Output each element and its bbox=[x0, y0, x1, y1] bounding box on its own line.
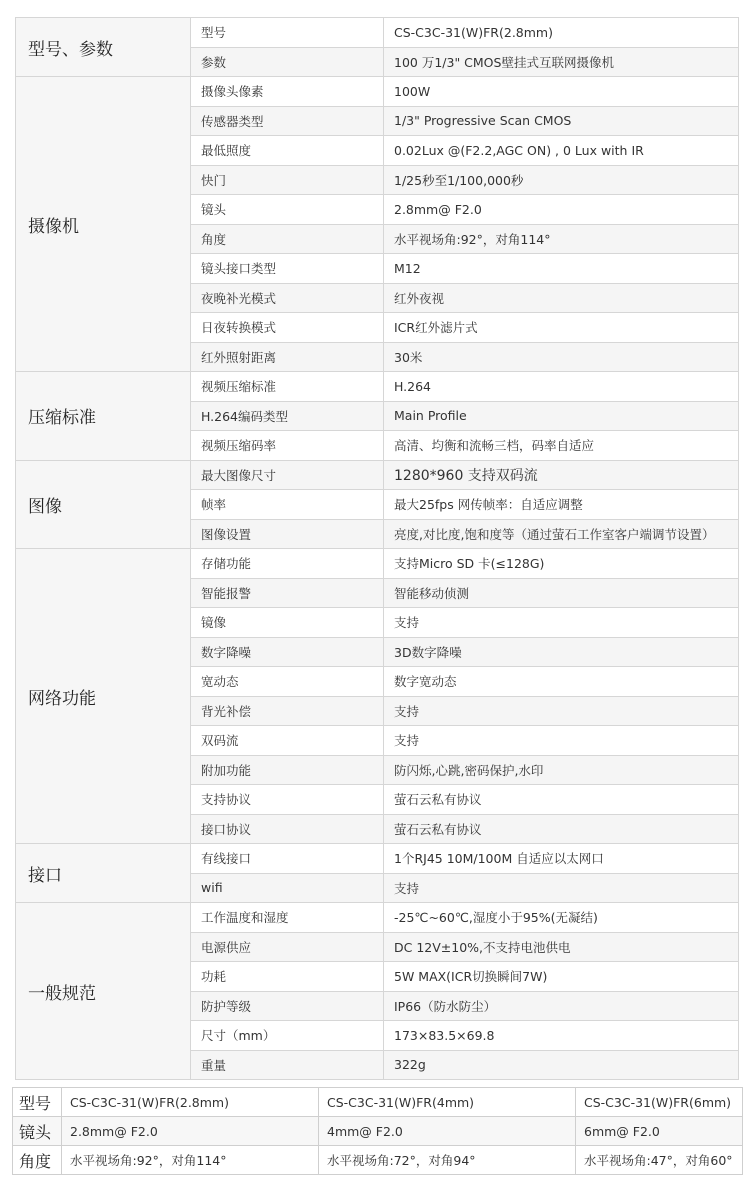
spec-value: 100 万1/3" CMOS壁挂式互联网摄像机 bbox=[384, 47, 739, 77]
spec-key: 夜晚补光模式 bbox=[191, 283, 384, 313]
spec-value: -25℃~60℃,湿度小于95%(无凝结) bbox=[384, 903, 739, 933]
spec-row bbox=[16, 549, 739, 579]
compare-value: CS-C3C-31(W)FR(6mm) bbox=[576, 1088, 743, 1117]
spec-key: 背光补偿 bbox=[191, 696, 384, 726]
compare-label: 角度 bbox=[13, 1146, 62, 1175]
spec-value: 1280*960 支持双码流 bbox=[384, 460, 739, 490]
spec-key: 日夜转换模式 bbox=[191, 313, 384, 343]
spec-key: 图像设置 bbox=[191, 519, 384, 549]
spec-value: 1/3" Progressive Scan CMOS bbox=[384, 106, 739, 136]
spec-value: 2.8mm@ F2.0 bbox=[384, 195, 739, 225]
spec-value: 100W bbox=[384, 77, 739, 107]
spec-category-label: 网络功能 bbox=[16, 549, 191, 844]
spec-value: 最大25fps 网传帧率：自适应调整 bbox=[384, 490, 739, 520]
compare-value: CS-C3C-31(W)FR(4mm) bbox=[319, 1088, 576, 1117]
compare-table bbox=[12, 1087, 743, 1175]
spec-key: 接口协议 bbox=[191, 814, 384, 844]
compare-label: 型号 bbox=[13, 1088, 62, 1117]
spec-row bbox=[16, 372, 739, 402]
spec-value: 智能移动侦测 bbox=[384, 578, 739, 608]
spec-key: 双码流 bbox=[191, 726, 384, 756]
spec-value: 亮度,对比度,饱和度等（通过萤石工作室客户端调节设置） bbox=[384, 519, 739, 549]
spec-value: 防闪烁,心跳,密码保护,水印 bbox=[384, 755, 739, 785]
spec-key: 宽动态 bbox=[191, 667, 384, 697]
spec-key: H.264编码类型 bbox=[191, 401, 384, 431]
spec-value: 3D数字降噪 bbox=[384, 637, 739, 667]
spec-category-label: 型号、参数 bbox=[16, 18, 191, 77]
compare-value: 水平视场角:47°，对角60° bbox=[576, 1146, 743, 1175]
spec-value: 数字宽动态 bbox=[384, 667, 739, 697]
spec-key: 参数 bbox=[191, 47, 384, 77]
compare-value: 6mm@ F2.0 bbox=[576, 1117, 743, 1146]
spec-value: ICR红外滤片式 bbox=[384, 313, 739, 343]
spec-value: 0.02Lux @(F2.2,AGC ON) , 0 Lux with IR bbox=[384, 136, 739, 166]
spec-key: 视频压缩码率 bbox=[191, 431, 384, 461]
compare-row bbox=[13, 1146, 743, 1175]
spec-key: 视频压缩标准 bbox=[191, 372, 384, 402]
spec-row bbox=[16, 18, 739, 48]
compare-row bbox=[13, 1088, 743, 1117]
spec-key: 摄像头像素 bbox=[191, 77, 384, 107]
spec-key: 尺寸（mm） bbox=[191, 1021, 384, 1051]
compare-value: 4mm@ F2.0 bbox=[319, 1117, 576, 1146]
spec-key: 镜头 bbox=[191, 195, 384, 225]
spec-category-label: 一般规范 bbox=[16, 903, 191, 1080]
spec-value: 萤石云私有协议 bbox=[384, 785, 739, 815]
spec-key: 型号 bbox=[191, 18, 384, 48]
spec-value: 红外夜视 bbox=[384, 283, 739, 313]
spec-category-label: 接口 bbox=[16, 844, 191, 903]
compare-body bbox=[13, 1088, 743, 1175]
spec-key: 快门 bbox=[191, 165, 384, 195]
compare-row bbox=[13, 1117, 743, 1146]
spec-key: 工作温度和湿度 bbox=[191, 903, 384, 933]
spec-value: IP66（防水防尘） bbox=[384, 991, 739, 1021]
spec-row bbox=[16, 903, 739, 933]
spec-key: 角度 bbox=[191, 224, 384, 254]
compare-value: 水平视场角:92°，对角114° bbox=[62, 1146, 319, 1175]
spec-value: 1个RJ45 10M/100M 自适应以太网口 bbox=[384, 844, 739, 874]
spec-key: 帧率 bbox=[191, 490, 384, 520]
spec-key: wifi bbox=[191, 873, 384, 903]
compare-label: 镜头 bbox=[13, 1117, 62, 1146]
spec-key: 最低照度 bbox=[191, 136, 384, 166]
spec-value: 5W MAX(ICR切换瞬间7W) bbox=[384, 962, 739, 992]
spec-value: 支持 bbox=[384, 873, 739, 903]
spec-key: 有线接口 bbox=[191, 844, 384, 874]
spec-key: 智能报警 bbox=[191, 578, 384, 608]
spec-category-label: 压缩标准 bbox=[16, 372, 191, 461]
spec-value: 水平视场角:92°，对角114° bbox=[384, 224, 739, 254]
spec-value: 1/25秒至1/100,000秒 bbox=[384, 165, 739, 195]
spec-value: 322g bbox=[384, 1050, 739, 1080]
spec-key: 数字降噪 bbox=[191, 637, 384, 667]
spec-key: 功耗 bbox=[191, 962, 384, 992]
spec-value: 30米 bbox=[384, 342, 739, 372]
spec-value: 高清、均衡和流畅三档，码率自适应 bbox=[384, 431, 739, 461]
spec-value: 萤石云私有协议 bbox=[384, 814, 739, 844]
spec-key: 电源供应 bbox=[191, 932, 384, 962]
spec-key: 重量 bbox=[191, 1050, 384, 1080]
spec-key: 镜头接口类型 bbox=[191, 254, 384, 284]
compare-value: 2.8mm@ F2.0 bbox=[62, 1117, 319, 1146]
spec-body bbox=[16, 18, 739, 1080]
spec-key: 防护等级 bbox=[191, 991, 384, 1021]
spec-value: 173×83.5×69.8 bbox=[384, 1021, 739, 1051]
spec-key: 存储功能 bbox=[191, 549, 384, 579]
spec-value: H.264 bbox=[384, 372, 739, 402]
spec-value: 支持 bbox=[384, 726, 739, 756]
spec-key: 传感器类型 bbox=[191, 106, 384, 136]
spec-row bbox=[16, 77, 739, 107]
spec-row bbox=[16, 844, 739, 874]
spec-value: 支持 bbox=[384, 696, 739, 726]
spec-category-label: 图像 bbox=[16, 460, 191, 549]
spec-category-label: 摄像机 bbox=[16, 77, 191, 372]
spec-key: 镜像 bbox=[191, 608, 384, 638]
spec-key: 支持协议 bbox=[191, 785, 384, 815]
spec-value: CS-C3C-31(W)FR(2.8mm) bbox=[384, 18, 739, 48]
spec-key: 红外照射距离 bbox=[191, 342, 384, 372]
spec-value: M12 bbox=[384, 254, 739, 284]
compare-value: 水平视场角:72°，对角94° bbox=[319, 1146, 576, 1175]
spec-table bbox=[15, 17, 739, 1080]
spec-value: Main Profile bbox=[384, 401, 739, 431]
spec-row bbox=[16, 460, 739, 490]
spec-key: 最大图像尺寸 bbox=[191, 460, 384, 490]
compare-value: CS-C3C-31(W)FR(2.8mm) bbox=[62, 1088, 319, 1117]
spec-value: 支持Micro SD 卡(≤128G) bbox=[384, 549, 739, 579]
spec-value: 支持 bbox=[384, 608, 739, 638]
spec-key: 附加功能 bbox=[191, 755, 384, 785]
spec-value: DC 12V±10%,不支持电池供电 bbox=[384, 932, 739, 962]
